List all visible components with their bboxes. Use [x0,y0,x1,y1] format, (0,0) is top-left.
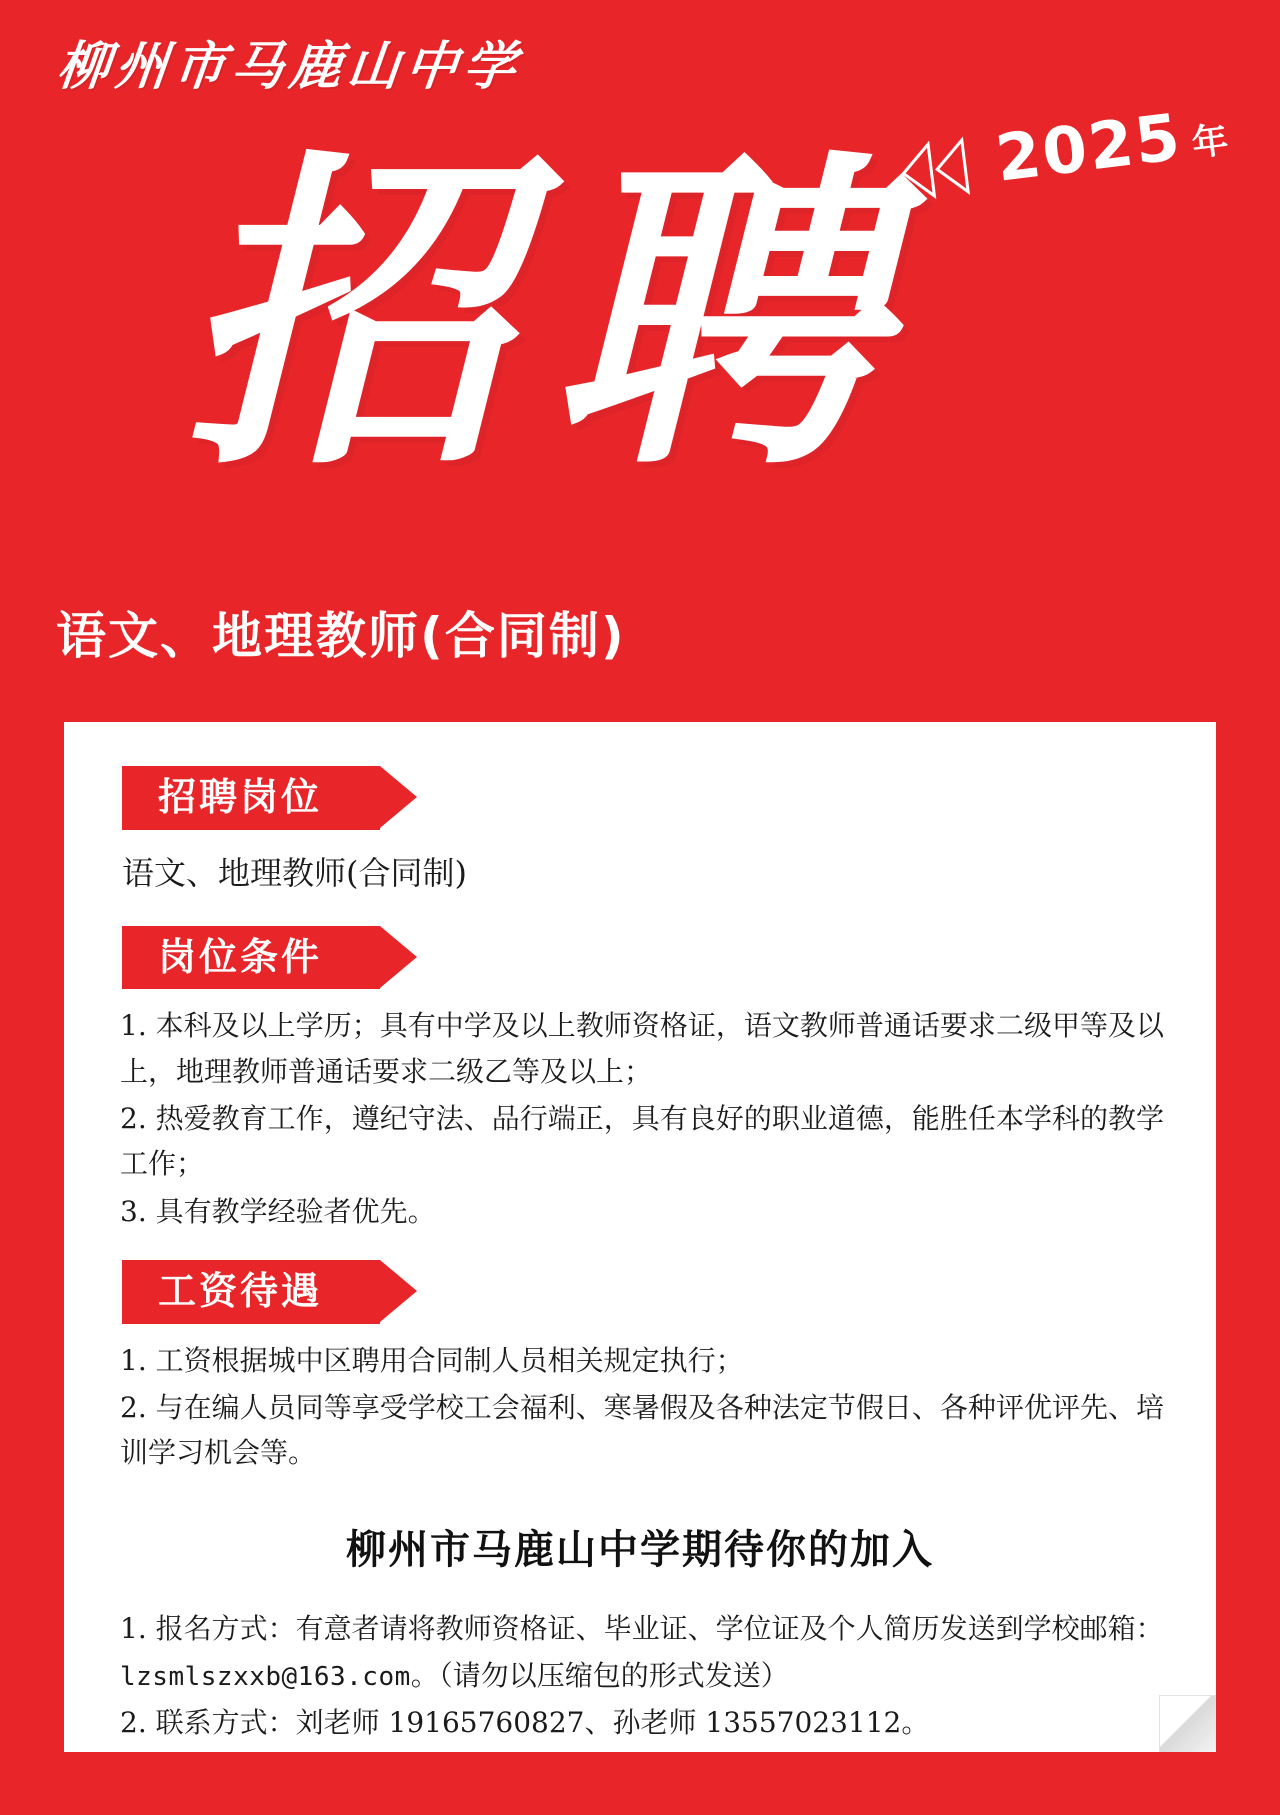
section-tag-positions: 招聘岗位 [122,766,380,830]
apply-method-line [120,1605,1164,1700]
year-suffix: 年 [1189,118,1231,164]
section-tag-requirements: 岗位条件 [122,926,380,990]
requirement-line-2: 2. 热爱教育工作，遵纪守法、品行端正，具有良好的职业道德，能胜任本学科的教学工作； [120,1101,1164,1181]
positions-line: 语文、地理教师(合同制) [122,853,467,892]
requirement-line-3: 3. 具有教学经验者优先。 [120,1194,436,1228]
spacer [116,1244,1164,1260]
positions-text [122,848,1164,900]
requirements-text [120,1003,1164,1234]
year-number: 2025 [991,100,1186,197]
apply-note: 。（请勿以压缩包的形式发送） [410,1658,789,1692]
apply-label: 1. 报名方式： [120,1611,296,1645]
salary-line-2: 2. 与在编人员同等享受学校工会福利、寒暑假及各种法定节假日、各种评优评先、培训学习机会等。 [120,1391,1164,1470]
email-address: lzsmlszxxb@163.com [120,1661,411,1692]
content-card [64,722,1216,1752]
slogan: 柳州市马鹿山中学期待你的加入 [346,1526,934,1573]
salary-text [120,1338,1164,1476]
poster-subtitle: 语文、地理教师(合同制) [56,607,626,665]
phone-text: 刘老师 19165760827、孙老师 13557023112。 [295,1706,930,1740]
school-name: 柳州市马鹿山中学 [54,36,525,97]
phone-label: 2. 联系方式： [120,1706,296,1740]
section-tag-salary: 工资待遇 [122,1260,380,1324]
contact-block [120,1605,1164,1747]
requirement-line-1: 1. 本科及以上学历；具有中学及以上教师资格证，语文教师普通话要求二级甲等及以上，地理教师普通话要求二级乙等及以上； [120,1009,1164,1088]
apply-text: 有意者请将教师资格证、毕业证、学位证及个人简历发送到学校邮箱： [295,1611,1164,1645]
contact-method-line [120,1699,1164,1746]
salary-line-1: 1. 工资根据城中区聘用合同制人员相关规定执行； [120,1343,744,1377]
page-title: 招聘 [180,121,920,509]
